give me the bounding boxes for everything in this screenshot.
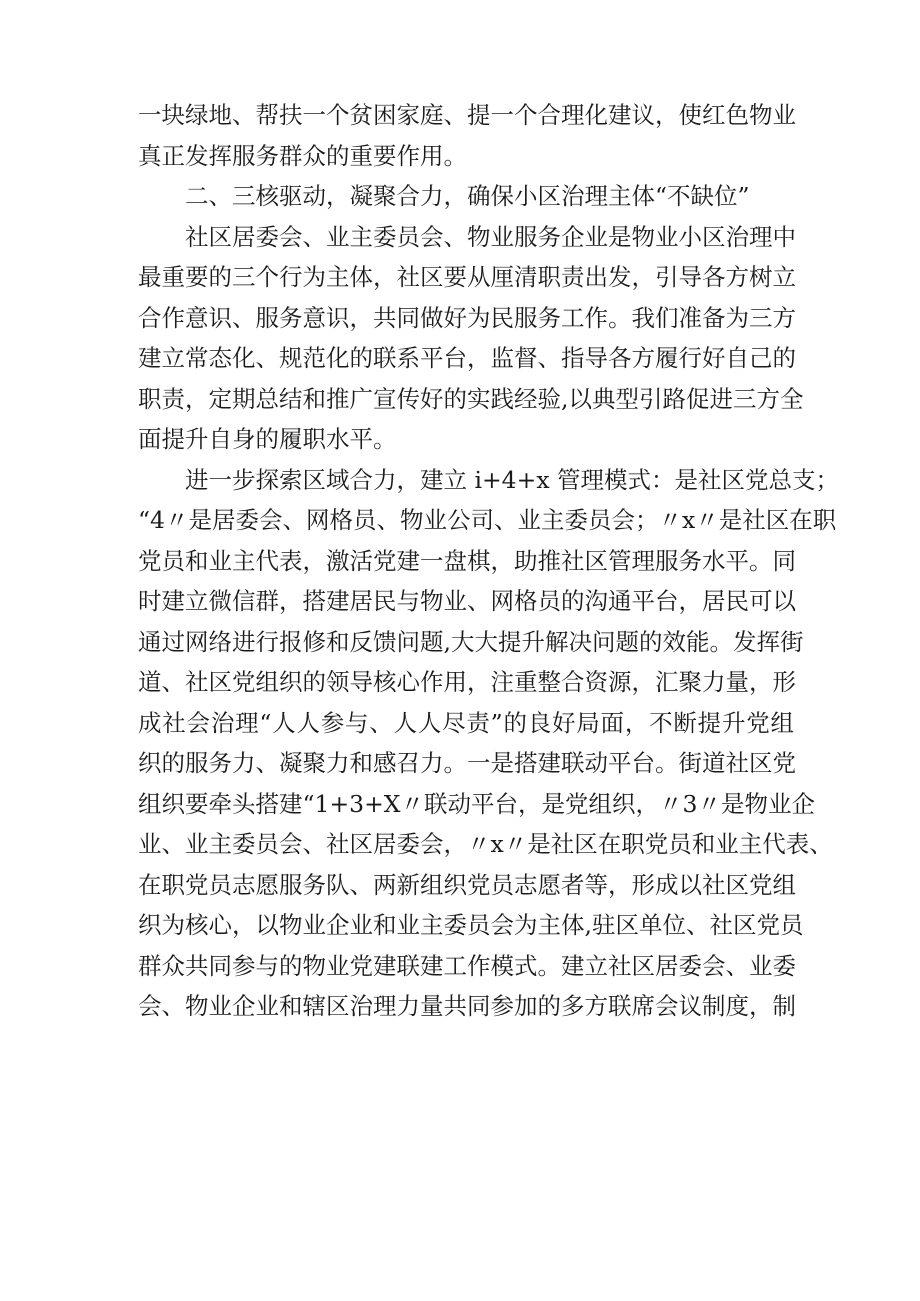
paragraph-line: 织的服务力、凝聚力和感召力。一是搭建联动平台。街道社区党 — [138, 749, 796, 777]
paragraph-line: 道、社区党组织的领导核心作用，注重整合资源，汇聚力量，形 — [138, 668, 796, 696]
paragraph-line: 职责，定期总结和推广宣传好的实践经验,以典型引路促进三方全 — [138, 384, 804, 413]
paragraph-line: 组织要牵头搭建“1+3+X〃联动平台，是党组织，〃3〃是物业企 — [138, 789, 815, 818]
paragraph-line: 社区居委会、业主委员会、物业服务企业是物业小区治理中 — [185, 222, 796, 251]
paragraph-line: 面提升自身的履职水平。 — [138, 425, 397, 453]
paragraph-line: 业、业主委员会、社区居委会，〃x〃是社区在职党员和业主代表、 — [138, 830, 833, 858]
paragraph-line: 成社会治理“人人参与、人人尽责”的良好局面，不断提升党组 — [138, 708, 794, 737]
paragraph-line: 一块绿地、帮扶一个贫困家庭、提一个合理化建议，使红色物业 — [138, 101, 796, 129]
paragraph-line: 建立常态化、规范化的联系平台，监督、指导各方履行好自己的 — [138, 344, 796, 372]
paragraph-line: 通过网络进行报修和反馈问题,大大提升解决问题的效能。发挥街 — [138, 627, 804, 656]
paragraph-line: 在职党员志愿服务队、两新组织党员志愿者等，形成以社区党组 — [138, 870, 796, 899]
paragraph-line: 群众共同参与的物业党建联建工作模式。建立社区居委会、业委 — [138, 951, 796, 980]
paragraph-line: 党员和业主代表，激活党建一盘棋，助推社区管理服务水平。同 — [138, 546, 796, 575]
document-body — [138, 95, 840, 1027]
paragraph-line: 进一步探索区域合力，建立 i+4+x 管理模式：是社区党总支； — [185, 465, 840, 494]
paragraph-line: 最重要的三个行为主体，社区要从厘清职责出发，引导各方树立 — [138, 263, 796, 291]
paragraph-line: 真正发挥服务群众的重要作用。 — [138, 141, 467, 170]
paragraph-line: 织为核心，以物业企业和业主委员会为主体,驻区单位、社区党员 — [138, 911, 804, 939]
paragraph-line: “4〃是居委会、网格员、物业公司、业主委员会；〃x〃是社区在职 — [138, 506, 837, 534]
paragraph-line: 合作意识、服务意识，共同做好为民服务工作。我们准备为三方 — [138, 303, 796, 332]
paragraph-line: 时建立微信群，搭建居民与物业、网格员的沟通平台，居民可以 — [138, 587, 796, 615]
paragraph-line: 会、物业企业和辖区治理力量共同参加的多方联席会议制度，制 — [138, 992, 796, 1020]
paragraph-line: 二、三核驱动，凝聚合力，确保小区治理主体“不缺位” — [185, 182, 750, 210]
